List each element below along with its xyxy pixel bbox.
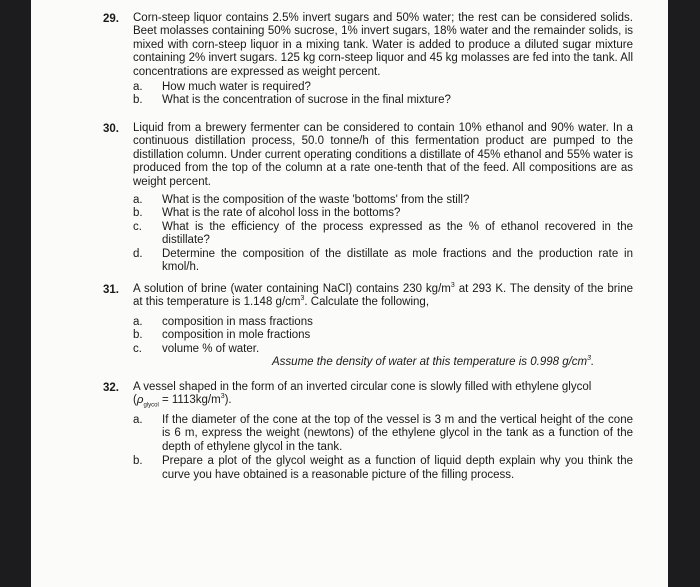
density-close: ). <box>224 394 232 407</box>
sub-question <box>133 414 633 454</box>
sub-question <box>133 94 633 107</box>
sub-question-list <box>133 194 633 274</box>
superscript: 3 <box>300 295 305 303</box>
sub-question-label: a. <box>133 81 143 93</box>
sub-question-text: Prepare a plot of the glycol weight as a function of liquid depth explain why you think the curve you have obtained is a reasonable picture of the filling process. <box>162 455 633 481</box>
superscript: 3 <box>220 393 225 401</box>
statement-text: A solution of brine (water containing NaCl) contains 230 kg/m <box>133 283 451 295</box>
sub-question-text: What is the composition of the waste 'bottoms' from the still? <box>162 194 470 206</box>
problem-number: 29. <box>103 13 119 25</box>
sub-question-label: b. <box>133 329 143 342</box>
density-value: = 1113kg/m <box>158 394 221 407</box>
superscript: 3 <box>587 355 592 363</box>
sub-question <box>133 316 633 329</box>
sub-question-list <box>133 81 633 108</box>
problem-number: 31. <box>103 284 119 296</box>
statement-text: . Calculate the following, <box>304 296 430 309</box>
sub-question <box>133 248 633 275</box>
sub-question-text: composition in mole fractions <box>162 329 311 342</box>
sub-question-label: a. <box>133 316 143 328</box>
sub-question-text: volume % of water. <box>162 342 260 355</box>
sub-question-text: What is the concentration of sucrose in the final mixture? <box>162 94 451 107</box>
sub-question-label: c. <box>133 342 142 355</box>
superscript: 3 <box>450 282 455 290</box>
sub-question-text: What is the efficiency of the process expressed as the % of ethanol recovered in the distillate? <box>162 220 633 247</box>
sub-question <box>133 194 633 207</box>
assumption-note <box>272 355 632 369</box>
density-open: ( <box>133 394 137 407</box>
sub-question <box>133 81 633 94</box>
note-text: . <box>591 356 595 368</box>
statement-text: A vessel shaped in the form of an inverted circular cone is slowly filled with ethylene glycol <box>133 381 592 393</box>
problem-statement <box>133 381 633 408</box>
sub-question-text: Determine the composition of the distillate as mole fractions and the production rate in kmol/h. <box>162 247 633 274</box>
problem-statement: Corn-steep liquor contains 2.5% invert sugars and 50% water; the rest can be considered solids. Beet molasses containing 50% sucrose, 1% invert sugars, 18% water and the remainder solids, is mixed with corn-steep liquor in a mixing tank. Water is added to produce a diluted sugar mixture containing 2% invert sugars. 125 kg corn-steep liquor and 45 kg molasses are fed into the tank. All concentrations are expressed as weight percent. <box>133 12 633 78</box>
density-expression <box>133 393 232 409</box>
problem-number: 32. <box>103 382 119 394</box>
sub-question-text: What is the rate of alcohol loss in the bottoms? <box>162 207 401 220</box>
note-text: Assume the density of water at this temperature is 0.998 g/cm <box>272 356 588 368</box>
density-symbol: ρ <box>136 394 144 407</box>
document-page <box>31 0 668 587</box>
sub-question-label: a. <box>133 414 143 426</box>
sub-question <box>133 455 633 482</box>
sub-question-label: d. <box>133 247 143 260</box>
sub-question-text: How much water is required? <box>162 81 311 93</box>
sub-question-label: c. <box>133 220 142 233</box>
problem-statement: Liquid from a brewery fermenter can be considered to contain 10% ethanol and 90% water. In a continuous distillation process, 50.0 tonne/h of this fermentation product are pumped to the distillation column. Under current operating conditions a distillate of 45% ethanol and 55% water is produced from the top of the column at a rate one-tenth that of the feed. All compositions are as weight percent. <box>133 122 633 188</box>
sub-question-text: If the diameter of the cone at the top of the vessel is 3 m and the vertical height of the cone is 6 m, express the weight (newtons) of the ethylene glycol in the tank as a function of the depth of ethylene glycol in the tank. <box>162 414 633 453</box>
sub-question-label: b. <box>133 94 143 107</box>
sub-question-label: b. <box>133 455 143 468</box>
sub-question <box>133 329 633 342</box>
sub-question-text: composition in mass fractions <box>162 316 313 328</box>
problem-statement <box>133 283 633 310</box>
sub-question <box>133 221 633 248</box>
statement-text: at 293 K. The density of the brine at this temperature is 1.148 g/cm <box>133 283 633 309</box>
sub-question-list <box>133 414 633 482</box>
sub-question-list <box>133 316 633 356</box>
sub-question-label: a. <box>133 194 143 206</box>
sub-question <box>133 207 633 220</box>
sub-question-label: b. <box>133 207 143 220</box>
problem-number: 30. <box>103 123 119 135</box>
density-subscript: glycol <box>143 402 159 409</box>
